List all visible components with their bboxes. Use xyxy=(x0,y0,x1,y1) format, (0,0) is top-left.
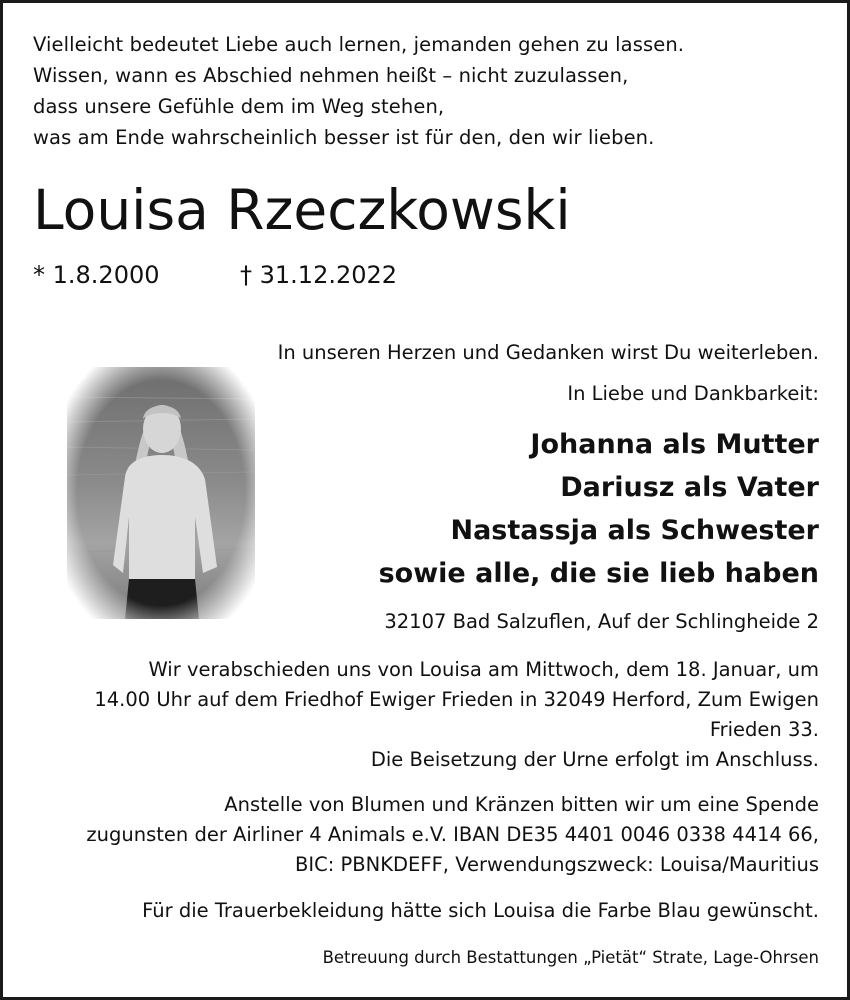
address-line: 32107 Bad Salzuflen, Auf der Schlingheide 2 xyxy=(384,610,819,633)
funeral-line: 14.00 Uhr auf dem Friedhof Ewiger Frieden in 32049 Herford, Zum Ewigen xyxy=(94,688,819,711)
thanks-line: In Liebe und Dankbarkeit: xyxy=(567,382,819,405)
death-date: † 31.12.2022 xyxy=(240,261,398,289)
donation-details xyxy=(19,790,819,880)
poem-line: was am Ende wahrscheinlich besser ist für den, den wir lieben. xyxy=(33,126,655,149)
poem-line: Vielleicht bedeutet Liebe auch lernen, jemanden gehen zu lassen. xyxy=(33,33,685,56)
poem xyxy=(33,29,813,153)
donation-line: Anstelle von Blumen und Kränzen bitten wir um eine Spende xyxy=(224,793,819,816)
undertaker-credit xyxy=(19,945,819,971)
family-list xyxy=(379,423,819,595)
funeral-line: Wir verabschieden uns von Louisa am Mittwoch, dem 18. Januar, um xyxy=(148,658,819,681)
deceased-name: Louisa Rzeczkowski xyxy=(33,178,571,242)
donation-line: BIC: PBNKDEFF, Verwendungszweck: Louisa/Mauritius xyxy=(295,853,819,876)
family-member: Johanna als Mutter xyxy=(530,429,819,460)
undertaker-line: Betreuung durch Bestattungen „Pietät“ Strate, Lage-Ohrsen xyxy=(322,948,819,967)
family-member: sowie alle, die sie lieb haben xyxy=(378,558,819,589)
family-member: Dariusz als Vater xyxy=(560,472,819,503)
poem-line: Wissen, wann es Abschied nehmen heißt – nicht zuzulassen, xyxy=(33,64,629,87)
family-member: Nastassja als Schwester xyxy=(450,515,819,546)
clothing-request xyxy=(19,896,819,926)
donation-line: zugunsten der Airliner 4 Animals e.V. IBAN DE35 4401 0046 0338 4414 66, xyxy=(86,823,819,846)
funeral-details xyxy=(19,655,819,775)
portrait-photo xyxy=(67,367,255,619)
birth-date: * 1.8.2000 xyxy=(33,261,160,289)
memory-line: In unseren Herzen und Gedanken wirst Du weiterleben. xyxy=(277,341,819,364)
clothing-line: Für die Trauerbekleidung hätte sich Louisa die Farbe Blau gewünscht. xyxy=(142,899,819,922)
photo-vignette xyxy=(67,367,255,619)
funeral-line: Die Beisetzung der Urne erfolgt im Anschluss. xyxy=(370,748,819,771)
funeral-line: Frieden 33. xyxy=(709,718,819,741)
poem-line: dass unsere Gefühle dem im Weg stehen, xyxy=(33,95,445,118)
